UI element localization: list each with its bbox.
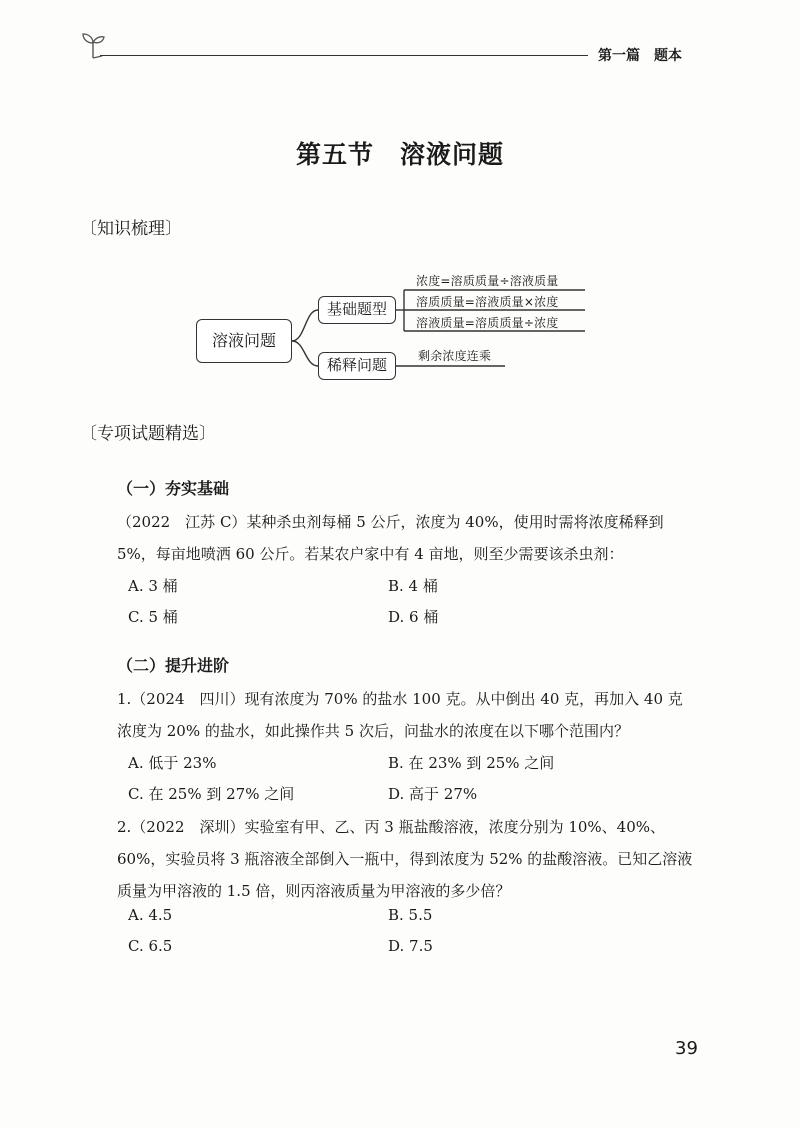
bracket-close: 〕 <box>165 219 182 239</box>
knowledge-heading-label: 知识梳理 <box>97 219 165 239</box>
option-d: D. 6 桶 <box>388 608 439 626</box>
mindmap-leaf: 溶液质量=溶质质量÷浓度 <box>416 316 559 330</box>
option-b: B. 在 23% 到 25% 之间 <box>388 754 555 772</box>
mindmap-connectors <box>0 0 800 420</box>
mindmap-root: 溶液问题 <box>196 319 292 363</box>
part1-heading: （一）夯实基础 <box>117 479 230 498</box>
part2-heading: （二）提升进阶 <box>117 656 230 675</box>
page-number: 39 <box>675 1038 698 1059</box>
option-a: A. 4.5 <box>128 906 173 924</box>
mindmap-branch-basic: 基础题型 <box>318 296 396 324</box>
special-heading-label: 专项试题精选 <box>97 424 199 444</box>
mindmap-leaf: 剩余浓度连乘 <box>418 349 492 363</box>
option-a: A. 3 桶 <box>128 577 178 595</box>
header-text: 第一篇 题本 <box>598 48 682 64</box>
bracket-open: 〔 <box>80 219 97 239</box>
option-d: D. 7.5 <box>388 937 433 955</box>
option-b: B. 5.5 <box>388 906 433 924</box>
mindmap-leaf: 溶质质量=溶液质量×浓度 <box>416 295 559 309</box>
option-a: A. 低于 23% <box>128 754 217 772</box>
option-b: B. 4 桶 <box>388 577 438 595</box>
question-stem: 2.（2022 深圳）实验室有甲、乙、丙 3 瓶盐酸溶液，浓度分别为 10%、40%、60%，实验员将 3 瓶溶液全部倒入一瓶中，得到浓度为 52% 的盐酸溶液。已知乙溶液质量为甲溶液的 1.5 倍，则丙溶液质量为甲溶液的多少倍？ <box>117 818 693 900</box>
bracket-close: 〕 <box>199 424 216 444</box>
mindmap-branch-dilute: 稀释问题 <box>318 352 396 380</box>
special-heading <box>80 419 216 444</box>
question-stem: （2022 江苏 C）某种杀虫剂每桶 5 公斤，浓度为 40%，使用时需将浓度稀释到 5%，每亩地喷洒 60 公斤。若某农户家中有 4 亩地，则至少需要该杀虫剂： <box>117 513 664 563</box>
option-c: C. 在 25% 到 27% 之间 <box>128 785 295 803</box>
mindmap-leaf: 浓度=溶质质量÷溶液质量 <box>416 274 559 288</box>
option-d: D. 高于 27% <box>388 785 478 803</box>
option-c: C. 6.5 <box>128 937 173 955</box>
question-stem: 1.（2024 四川）现有浓度为 70% 的盐水 100 克。从中倒出 40 克，再加入 40 克浓度为 20% 的盐水，如此操作共 5 次后，问盐水的浓度在以下哪个范围内？ <box>117 690 683 740</box>
bracket-open: 〔 <box>80 424 97 444</box>
option-c: C. 5 桶 <box>128 608 178 626</box>
section-title: 第五节 溶液问题 <box>295 140 504 169</box>
